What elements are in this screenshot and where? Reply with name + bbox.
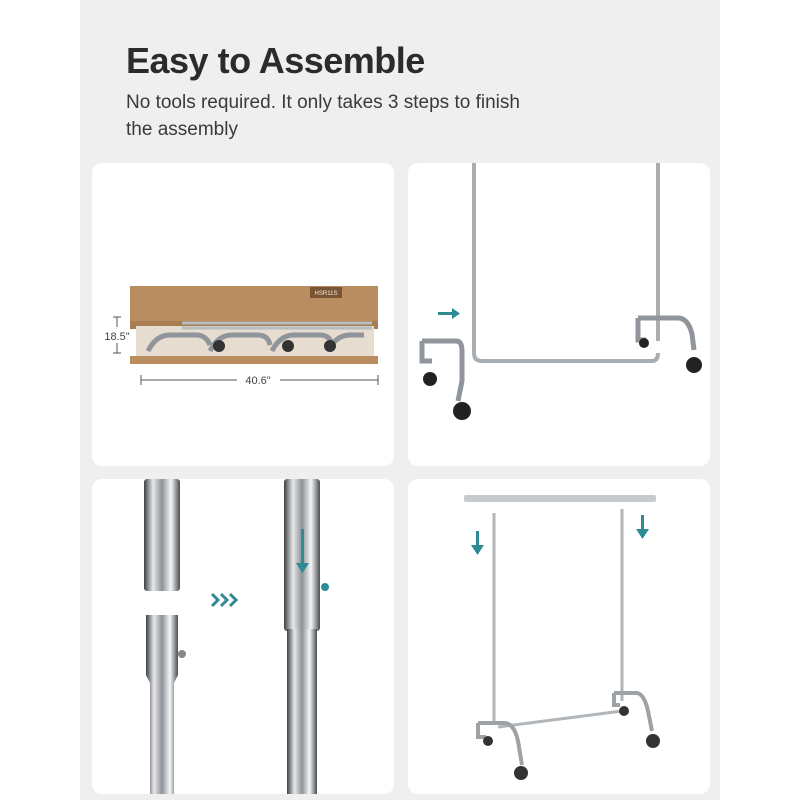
step2-illustration — [92, 479, 394, 794]
base-wheels — [423, 338, 702, 420]
rack-base — [478, 693, 652, 765]
lower-pole — [146, 615, 178, 794]
page-subtitle: No tools required. It only takes 3 steps to finish the assembly — [126, 92, 520, 140]
box-interior — [136, 326, 374, 358]
box-front — [130, 356, 378, 364]
width-label: 40.6" — [245, 375, 271, 387]
arrow-right-icon — [438, 308, 460, 319]
packaging-card — [92, 163, 394, 466]
lock-pin — [178, 650, 186, 658]
step1-base-card — [408, 163, 710, 466]
pin-highlight — [321, 583, 329, 591]
step1-illustration — [408, 163, 710, 466]
rack-frame — [494, 509, 622, 727]
joined-pole-lower — [287, 629, 317, 794]
left-base — [422, 341, 462, 401]
top-rail — [464, 495, 656, 502]
chevrons-icon — [212, 594, 236, 606]
page-title: Easy to Assemble — [126, 40, 425, 81]
step3-illustration — [408, 479, 710, 794]
box-model-text: HSR11S — [314, 291, 338, 297]
step3-rail-card — [408, 479, 710, 794]
upper-pole — [144, 479, 180, 591]
frame-uprights — [474, 163, 658, 361]
height-label: 18.5" — [104, 331, 130, 343]
arrow-down-left-icon — [471, 531, 484, 555]
arrow-down-right-icon — [636, 515, 649, 539]
step2-poles-card — [92, 479, 394, 794]
packaging-illustration — [92, 163, 394, 466]
